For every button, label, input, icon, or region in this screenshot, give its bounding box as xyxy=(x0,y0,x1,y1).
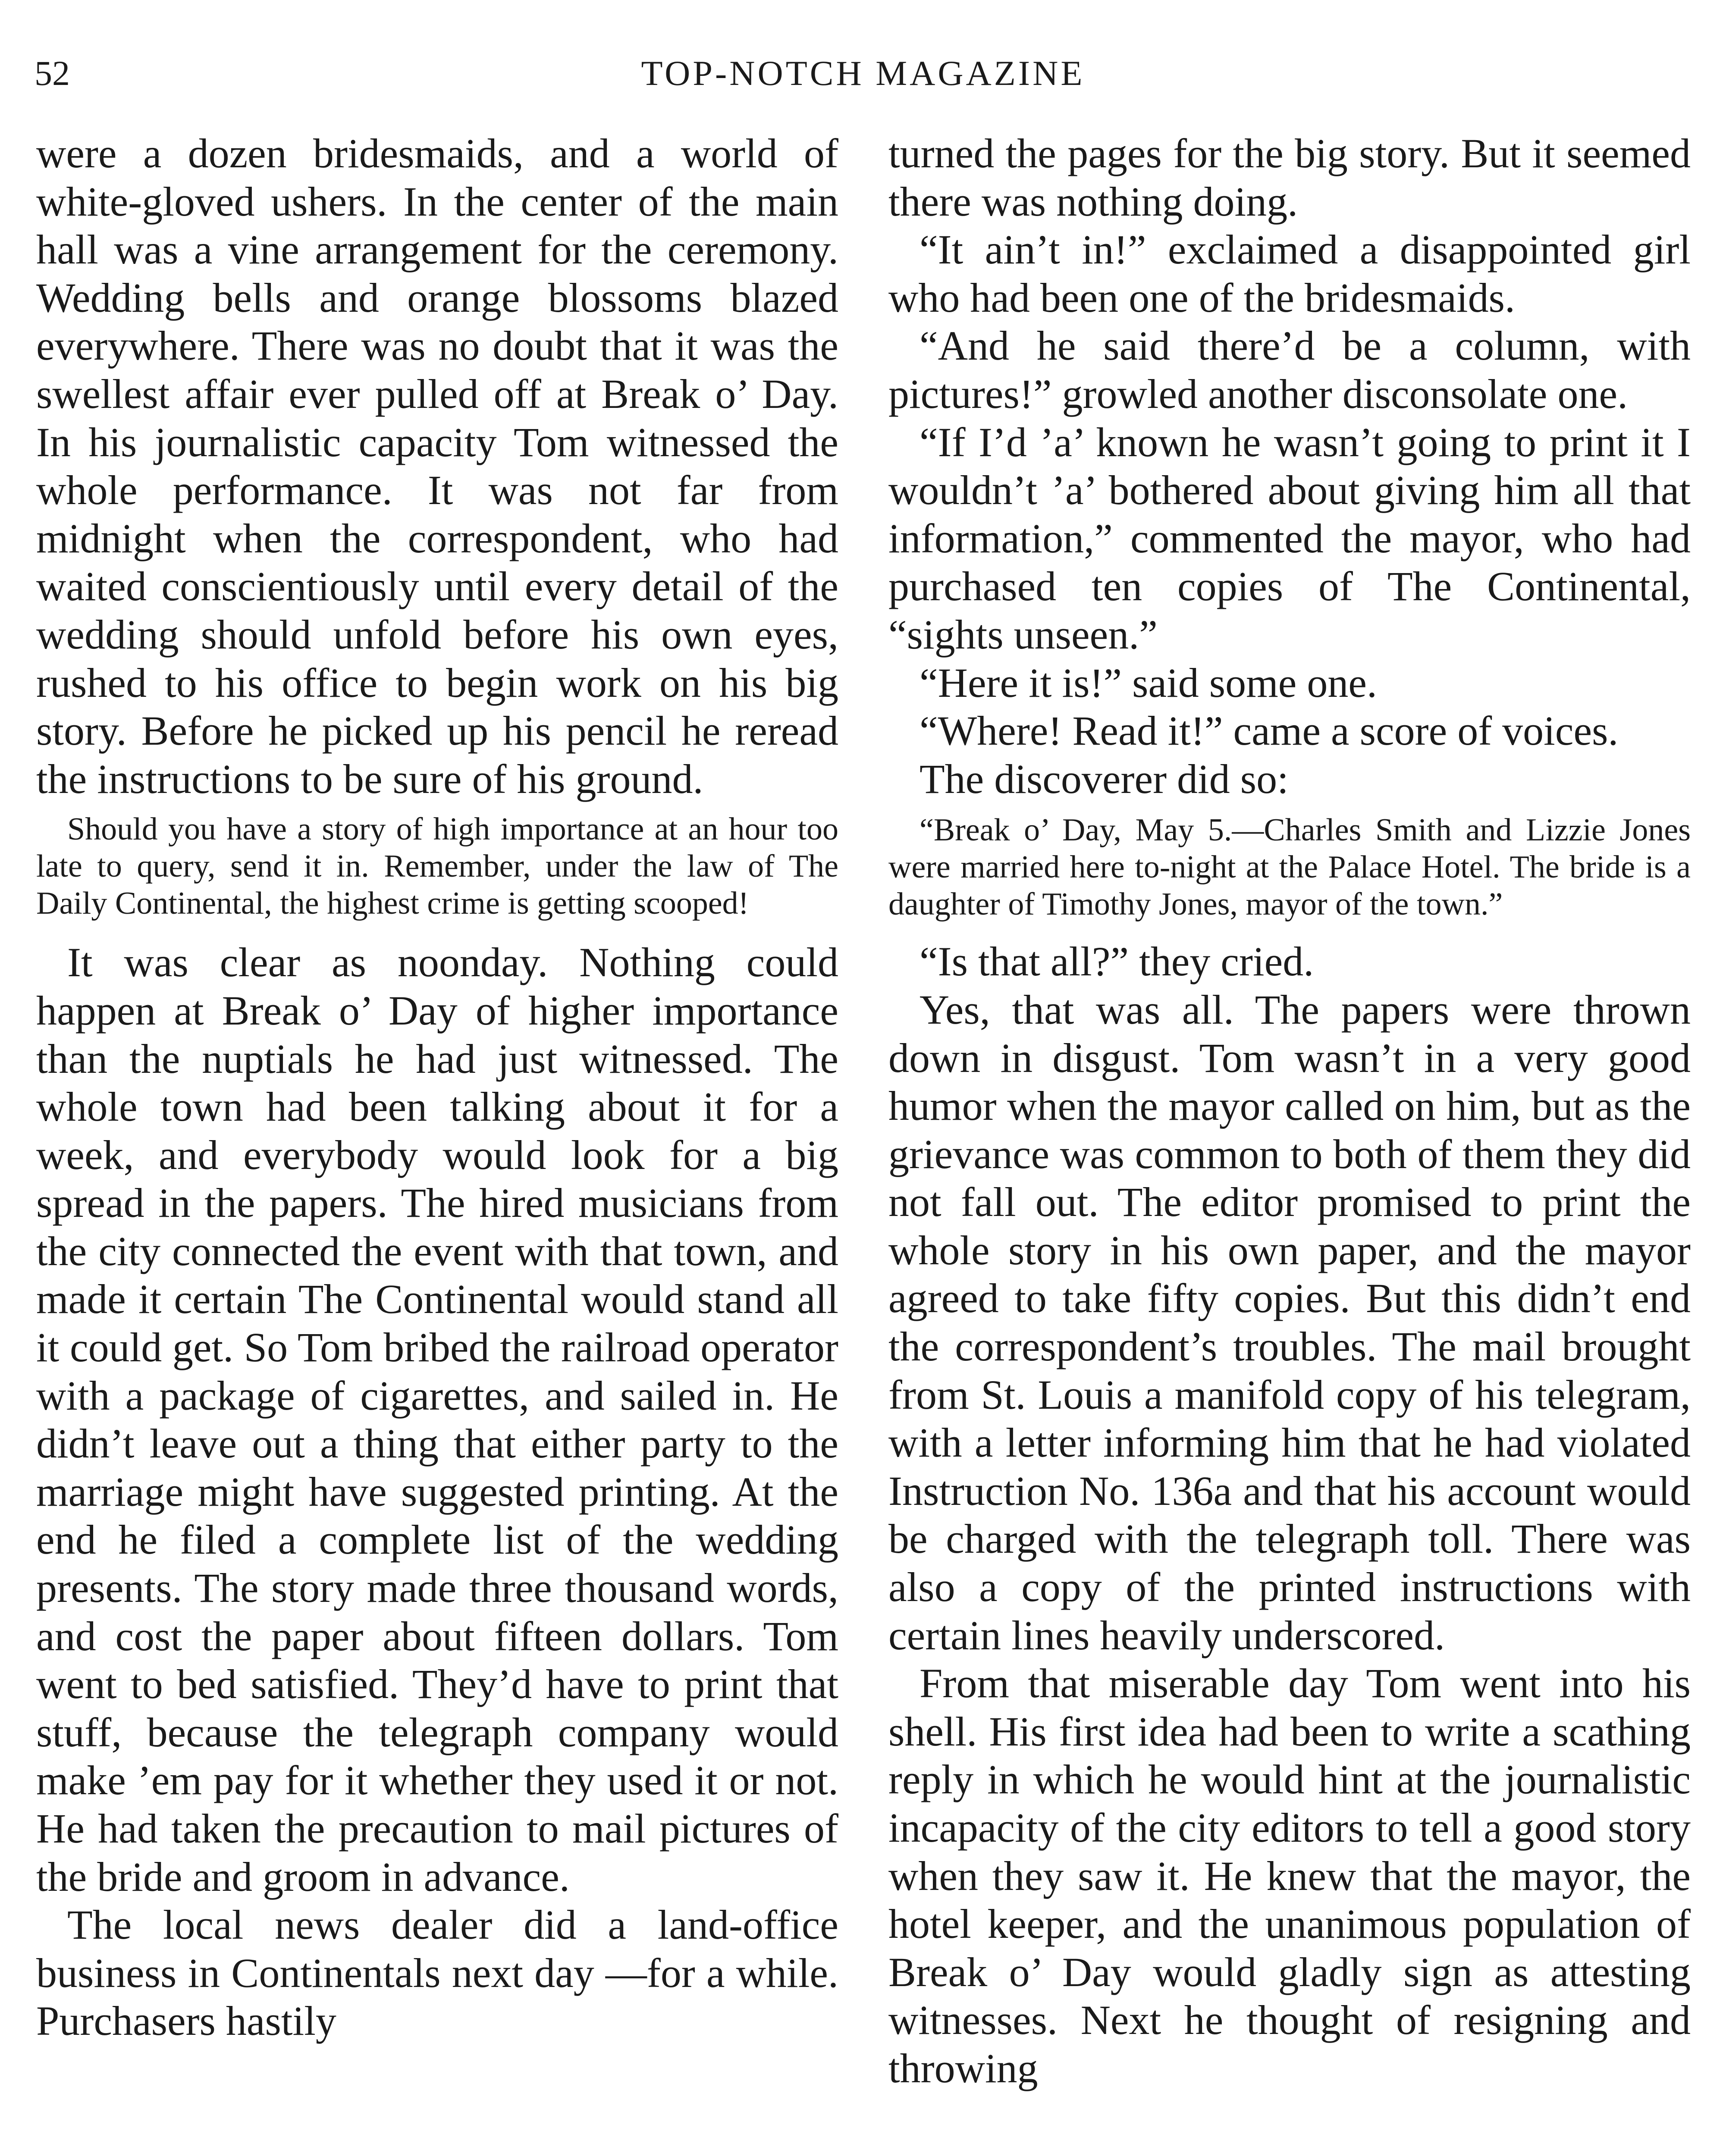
left-column xyxy=(36,129,838,2045)
instruction-note: Should you have a story of high importance at an hour too late to query, send it in. Remember, under the law of The Daily Continental, the highest crime is getting scooped! xyxy=(36,812,838,921)
paragraph: “If I’d ’a’ known he wasn’t going to print it I wouldn’t ’a’ bothered about giving him all that information,” commented the mayor, who had purchased ten copies of The Continental, “sights unseen.” xyxy=(888,419,1691,658)
paragraph: The discoverer did so: xyxy=(919,755,1289,802)
paragraph: From that miserable day Tom went into his shell. His first idea had been to write a scathing reply in which he would hint at the journalistic incapacity of the city editors to tell a good story when they saw it. He knew that the mayor, the hotel keeper, and the unanimous population of Break o’ Day would gladly sign as attesting witnesses. Next he thought of resigning and throwing xyxy=(888,1660,1691,2091)
paragraph: “Where! Read it!” came a score of voices. xyxy=(919,708,1619,754)
telegram-quote: “Break o’ Day, May 5.—Charles Smith and Lizzie Jones were married here to-night at the Palace Hotel. The bride is a daughter of Timothy Jones, mayor of the town.” xyxy=(888,812,1691,922)
paragraph: “Is that all?” they cried. xyxy=(919,938,1314,985)
paragraph: “Here it is!” said some one. xyxy=(919,659,1377,706)
paragraph: were a dozen bridesmaids, and a world of white-gloved ushers. In the center of the main hall was a vine arrangement for the ceremony. Wedding bells and orange blossoms blazed everywhere. There was no doubt that it was the swellest affair ever pulled off at Break o’ Day. In his journalistic capacity Tom witnessed the whole performance. It was not far from midnight when the correspondent, who had waited conscientiously until every detail of the wedding should unfold before his own eyes, rushed to his office to begin work on his big story. Before he picked up his pencil he reread the instructions to be sure of his ground. xyxy=(36,130,838,802)
paragraph: turned the pages for the big story. But it seemed there was nothing doing. xyxy=(888,130,1691,225)
paragraph: “It ain’t in!” exclaimed a disappointed girl who had been one of the bridesmaids. xyxy=(888,226,1691,321)
paragraph: Yes, that was all. The papers were thrown down in disgust. Tom wasn’t in a very good humor when the mayor called on him, but as the grievance was common to both of them they did not fall out. The editor promised to print the whole story in his own paper, and the mayor agreed to take fifty copies. But this didn’t end the correspondent’s troubles. The mail brought from St. Louis a manifold copy of his telegram, with a letter informing him that he had violated Instruction No. 136a and that his account would be charged with the telegraph toll. There was also a copy of the printed instructions with certain lines heavily underscored. xyxy=(888,986,1691,1658)
page-header xyxy=(35,47,1691,99)
paragraph: It was clear as noonday. Nothing could happen at Break o’ Day of higher importance than the nuptials he had just witnessed. The whole town had been talking about it for a week, and everybody would look for a big spread in the papers. The hired musicians from the city connected the event with that town, and made it certain The Continental would stand all it could get. So Tom bribed the railroad operator with a package of cigarettes, and sailed in. He didn’t leave out a thing that either party to the marriage might have suggested printing. At the end he filed a complete list of the wedding presents. The story made three thousand words, and cost the paper about fifteen dollars. Tom went to bed satisfied. They’d have to print that stuff, because the telegraph company would make ’em pay for it whether they used it or not. He had taken the precaution to mail pictures of the bride and groom in advance. xyxy=(36,939,838,1900)
page-number: 52 xyxy=(35,53,70,93)
running-head: TOP-NOTCH MAGAZINE xyxy=(641,53,1085,93)
paragraph: “And he said there’d be a column, with pictures!” growled another disconsolate one. xyxy=(888,323,1691,417)
right-column xyxy=(888,129,1691,2093)
paragraph: The local news dealer did a land-office business in Continentals next day —for a while. Purchasers hastily xyxy=(36,1902,838,2044)
